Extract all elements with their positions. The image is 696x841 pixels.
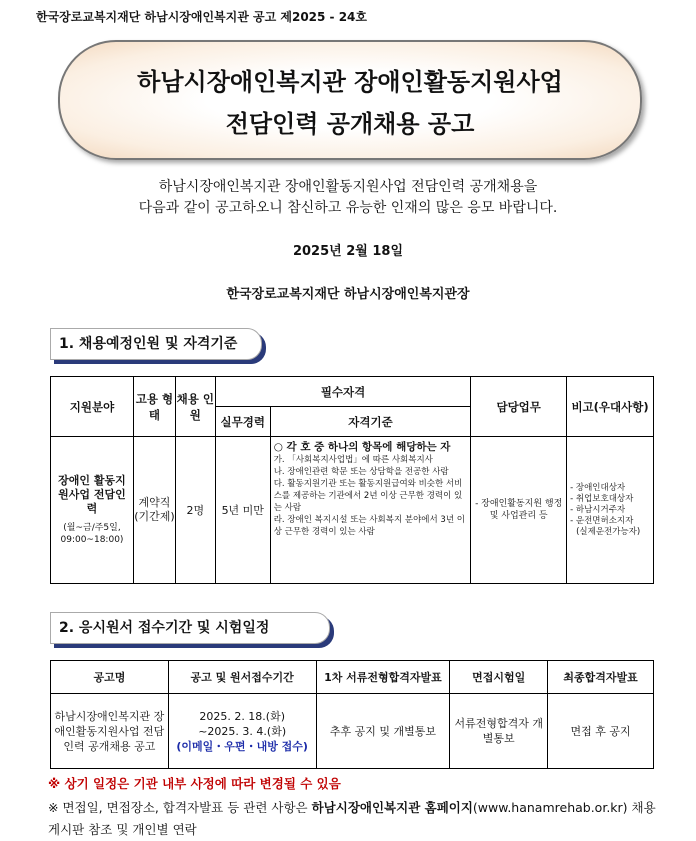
cell-first-result: 추후 공지 및 개별통보 (316, 694, 450, 769)
contact-note: ※ 면접일, 면접장소, 합격자발표 등 관련 사항은 하남시장애인복지관 홈페이지(www.hanamrehab.or.kr) 채용 게시판 참조 및 개인별 연락 (48, 800, 656, 837)
header-note: 비고(우대사항) (567, 377, 654, 437)
header-first-result: 1차 서류전형합격자발표 (316, 661, 450, 694)
cell-employment-type: 계약직 (기간제) (133, 437, 175, 584)
homepage-name: 하남시장애인복지관 홈페이지 (311, 800, 473, 815)
section-2-heading: 2. 응시원서 접수기간 및 시험일정 (50, 612, 330, 644)
cell-duty: - 장애인활동지원 행정 및 사업관리 등 (471, 437, 567, 584)
title-line-1: 하남시장애인복지관 장애인활동지원사업 (137, 68, 563, 96)
signer: 한국장로교복지재단 하남시장애인복지관장 (226, 287, 470, 302)
cell-notice-name: 하남시장애인복지관 장애인활동지원사업 전담인력 공개채용 공고 (51, 694, 169, 769)
qualification-item: 가. 「사회복지사업법」에 따른 사회복지사 (273, 455, 433, 465)
header-final: 최종합격자발표 (548, 661, 654, 694)
notice-number: 한국장로교복지재단 하남시장애인복지관 공고 제2025 - 24호 (36, 10, 367, 24)
note-item: - 운전면허소지자 (570, 515, 634, 526)
qualification-table (50, 376, 654, 584)
note-item: (실제운전가능자) (576, 526, 641, 537)
note-item: - 장애인대상자 (570, 482, 626, 493)
schedule-change-note: ※ 상기 일정은 기관 내부 사정에 따라 변경될 수 있음 (48, 776, 341, 791)
cell-field: 장애인 활동지원사업 전담인력 (월~금/주5일, 09:00~18:00) (51, 437, 134, 584)
intro-line-2: 다음과 같이 공고하오니 참신하고 유능한 인재의 많은 응모 바랍니다. (138, 200, 558, 216)
qualification-head: ○ 각 호 중 하나의 항목에 해당하는 자 (273, 441, 451, 453)
intro-line-1: 하남시장애인복지관 장애인활동지원사업 전담인력 공개채용을 (158, 179, 538, 195)
table-row (51, 437, 654, 584)
cell-experience: 5년 미만 (215, 437, 270, 584)
table-row (51, 694, 654, 769)
header-experience: 실무경력 (215, 407, 270, 437)
cell-final: 면접 후 공지 (548, 694, 654, 769)
cell-period: 2025. 2. 18.(화) ~2025. 3. 4.(화) (이메일・우편・내방 접수) (168, 694, 316, 769)
header-employment-type: 고용 형태 (133, 377, 175, 437)
note-item: - 하남시거주자 (570, 504, 626, 515)
header-required: 필수자격 (215, 377, 470, 407)
header-interview: 면접시험일 (450, 661, 548, 694)
note-item: - 취업보호대상자 (570, 493, 634, 504)
title-line-2: 전담인력 공개채용 공고 (225, 110, 475, 138)
qualification-item: 라. 장애인 복지시설 또는 사회복지 분야에서 3년 이상 근무한 경력이 있는 사람 (273, 515, 465, 537)
schedule-table (50, 660, 654, 769)
application-methods: (이메일・우편・내방 접수) (176, 739, 308, 753)
header-notice-name: 공고명 (51, 661, 169, 694)
header-field: 지원분야 (51, 377, 134, 437)
header-duty: 담당업무 (471, 377, 567, 437)
cell-notes (567, 437, 654, 584)
title-banner (58, 40, 642, 160)
qualification-item: 다. 활동지원기관 또는 활동지원급여와 비슷한 서비스를 제공하는 기관에서 2년 이상 근무한 경력이 있는 사람 (273, 479, 463, 513)
header-positions: 채용 인원 (175, 377, 215, 437)
qualification-item: 나. 장애인관련 학문 또는 상담학을 전공한 사람 (273, 467, 449, 477)
cell-interview: 서류전형합격자 개별통보 (450, 694, 548, 769)
section-1-heading: 1. 채용예정인원 및 자격기준 (50, 328, 262, 360)
notice-date: 2025년 2월 18일 (292, 244, 404, 259)
header-qualification: 자격기준 (270, 407, 471, 437)
cell-positions: 2명 (175, 437, 215, 584)
header-period: 공고 및 원서접수기간 (168, 661, 316, 694)
cell-qualification (270, 437, 471, 584)
